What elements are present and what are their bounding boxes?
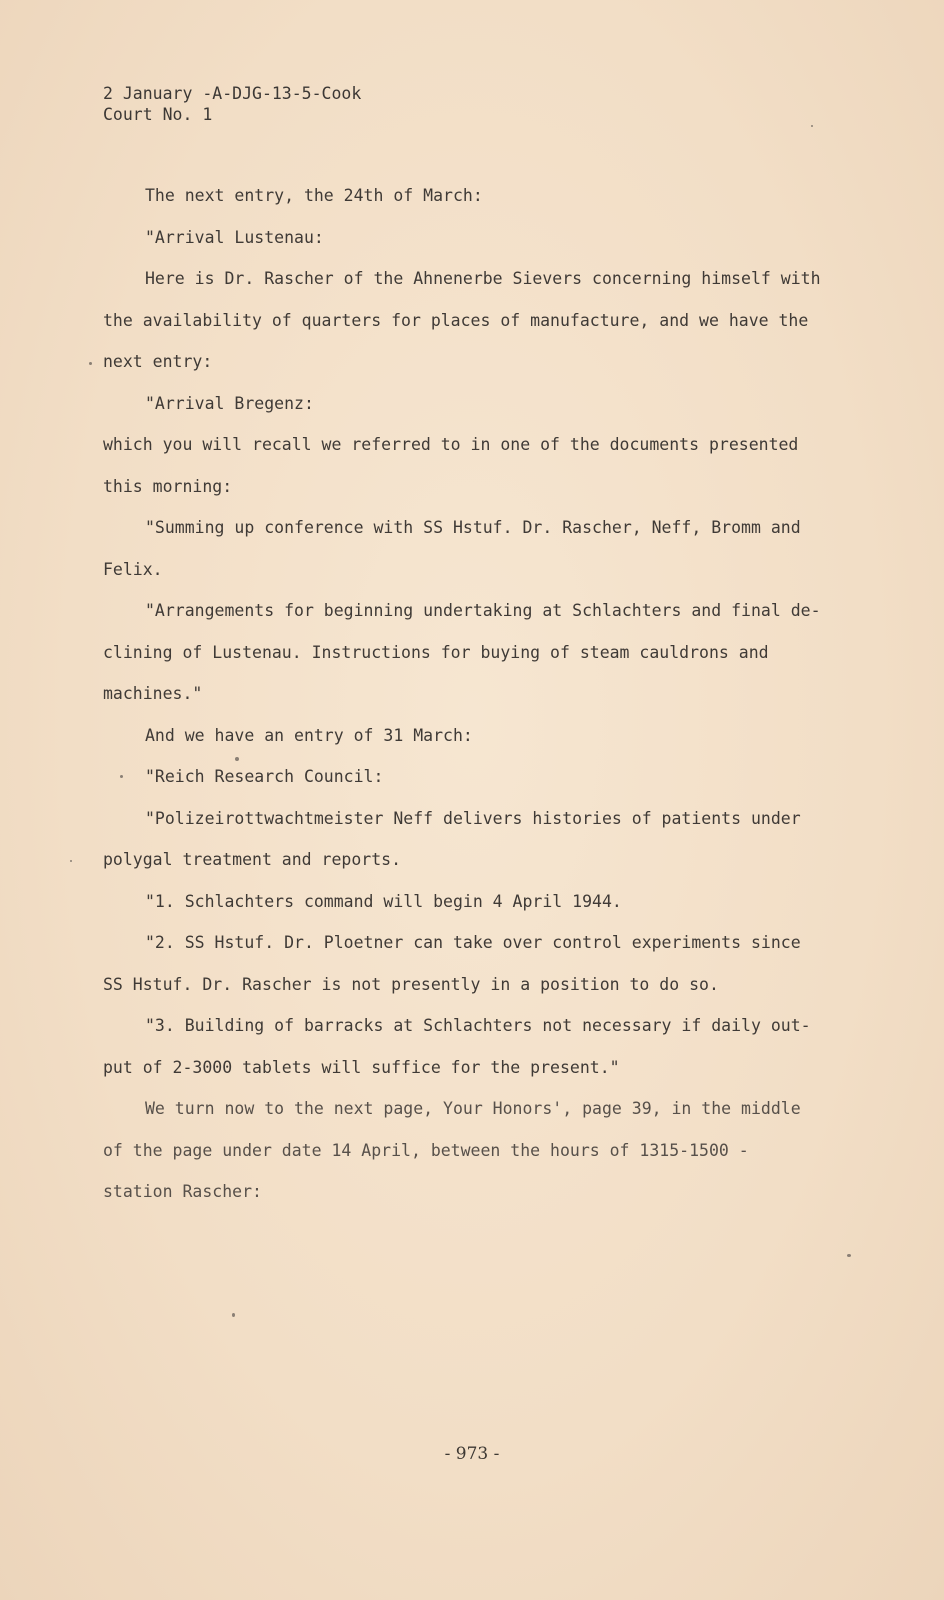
text-line: polygal treatment and reports.: [103, 850, 402, 869]
transcript-body: [103, 184, 843, 1222]
paper-speck: [70, 860, 72, 862]
text-line: "3. Building of barracks at Schlachters not necessary if daily out-: [145, 1016, 811, 1035]
text-line: Felix.: [103, 559, 163, 579]
header-court-number: Court No. 1: [103, 105, 213, 124]
paper-speck: [811, 125, 813, 127]
text-line: clining of Lustenau. Instructions for buying of steam cauldrons and: [103, 642, 769, 662]
text-line: this morning:: [103, 476, 233, 496]
paper-speck: [120, 775, 123, 778]
text-line: which you will recall we referred to in one of the documents presented: [103, 435, 799, 454]
text-line: We turn now to the next page, Your Honors', page 39, in the middle: [145, 1099, 801, 1118]
text-line: machines.": [103, 684, 203, 703]
paper-speck: [232, 1313, 235, 1317]
text-line: "1. Schlachters command will begin 4 April 1944.: [145, 891, 622, 911]
text-line: "Summing up conference with SS Hstuf. Dr. Rascher, Neff, Bromm and: [145, 518, 801, 537]
text-line: "Arrival Lustenau:: [145, 227, 324, 247]
text-line: Here is Dr. Rascher of the Ahnenerbe Sievers concerning himself with: [145, 269, 821, 288]
header-date-reference: 2 January -A-DJG-13-5-Cook: [103, 84, 362, 103]
text-line: station Rascher:: [103, 1182, 262, 1201]
text-line: "2. SS Hstuf. Dr. Ploetner can take over control experiments since: [145, 933, 801, 952]
paper-speck: [89, 362, 92, 365]
text-line: "Arrival Bregenz:: [145, 393, 314, 413]
text-line: "Arrangements for beginning undertaking at Schlachters and final de-: [145, 601, 821, 620]
text-line: "Reich Research Council:: [145, 767, 384, 786]
text-line: The next entry, the 24th of March:: [145, 186, 483, 205]
text-line: put of 2-3000 tablets will suffice for the present.": [103, 1057, 620, 1077]
text-line: of the page under date 14 April, between the hours of 1315-1500 -: [103, 1140, 749, 1160]
text-line: SS Hstuf. Dr. Rascher is not presently in a position to do so.: [103, 974, 719, 994]
page-number: - 973 -: [444, 1444, 500, 1464]
text-line: the availability of quarters for places of manufacture, and we have the: [103, 310, 809, 330]
paper-speck: [847, 1254, 851, 1257]
text-line: "Polizeirottwachtmeister Neff delivers histories of patients under: [145, 808, 801, 828]
text-line: And we have an entry of 31 March:: [145, 725, 473, 745]
document-header: [103, 83, 361, 125]
text-line: next entry:: [103, 352, 213, 371]
paper-speck: [235, 757, 239, 761]
